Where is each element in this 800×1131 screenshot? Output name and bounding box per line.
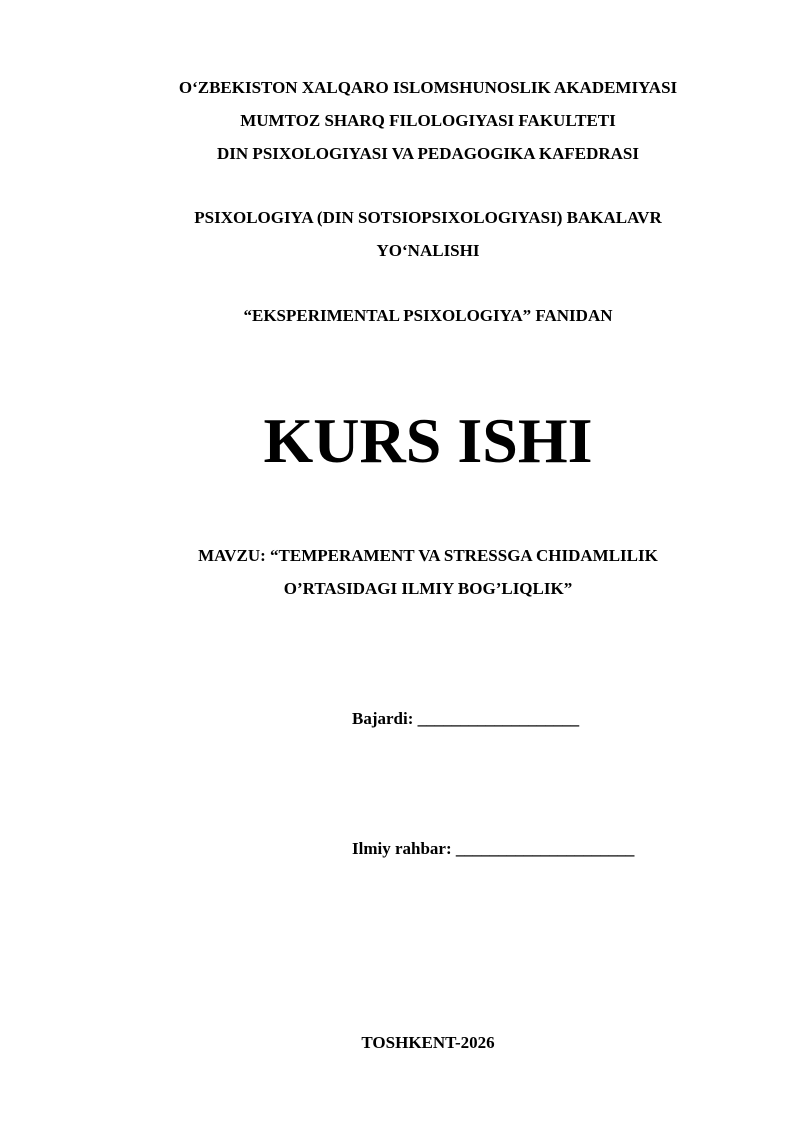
academy-name: O‘ZBEKISTON XALQARO ISLOMSHUNOSLIK AKADEMIYASI [178,78,678,97]
department-name: DIN PSIXOLOGIYASI VA PEDAGOGIKA KAFEDRASI [217,144,639,163]
document-title: KURS ISHI [263,405,593,476]
subject-line: “EKSPERIMENTAL PSIXOLOGIYA” FANIDAN [243,306,613,325]
topic-line-1: MAVZU: “TEMPERAMENT VA STRESSGA CHIDAMLILIK [198,546,658,565]
program-line-1: PSIXOLOGIYA (DIN SOTSIOPSIXOLOGIYASI) BAKALAVR [194,208,662,227]
city-year: TOSHKENT-2026 [361,1033,495,1052]
supervisor-signature-line: Ilmiy rahbar: _____________________ [352,839,635,858]
performer-signature-line: Bajardi: ___________________ [352,709,580,728]
topic-line-2: O’RTASIDAGI ILMIY BOG’LIQLIK” [283,579,573,598]
program-line-2: YO‘NALISHI [376,241,480,260]
faculty-name: MUMTOZ SHARQ FILOLOGIYASI FAKULTETI [240,111,616,130]
